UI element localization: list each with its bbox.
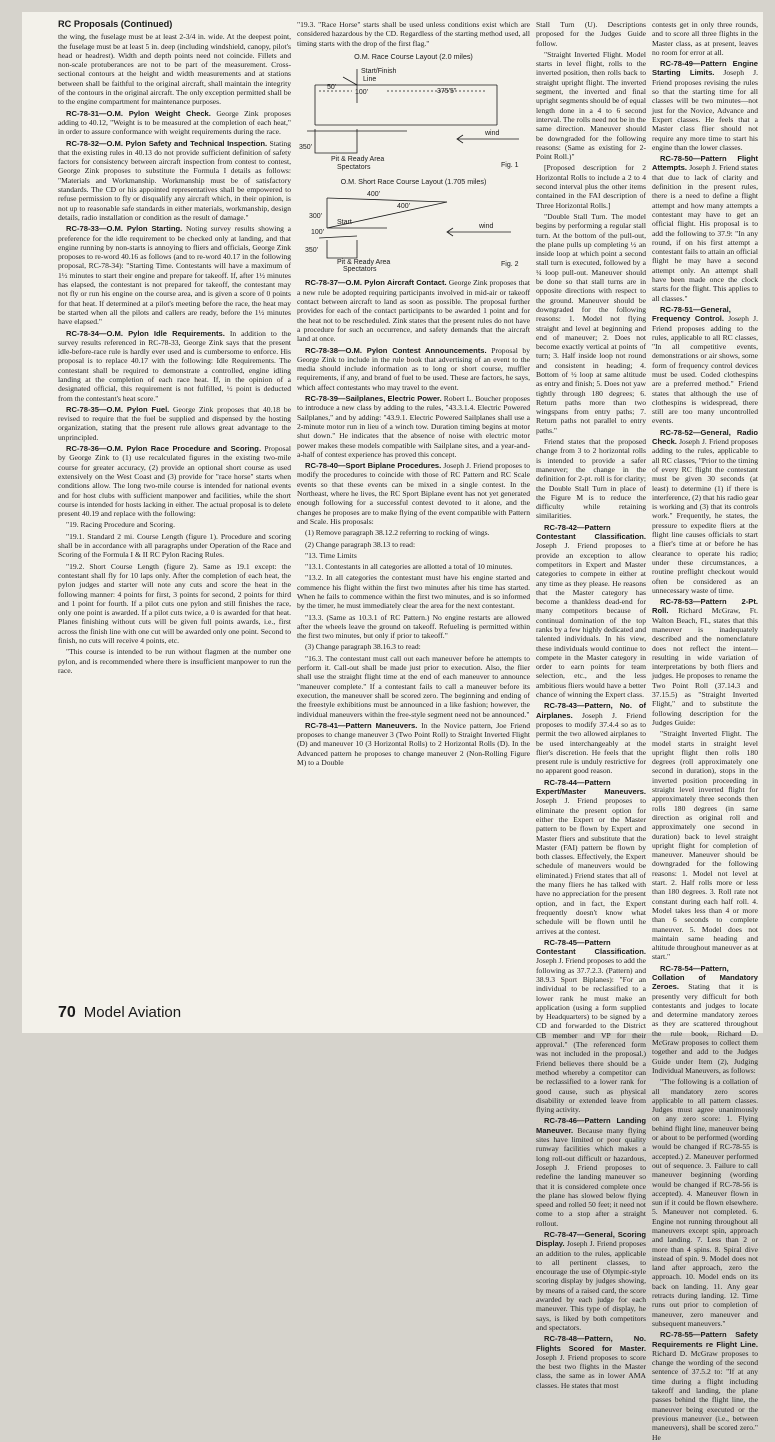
paragraph-text: (2) Change paragraph 38.13 to read: (305, 539, 416, 549)
paragraph-text: "19. Racing Procedure and Scoring. (66, 520, 175, 530)
paragraph (58, 329, 291, 403)
proposal-heading: RC-78-33—O.M. Pylon Starting. (66, 224, 183, 234)
paragraph (297, 613, 530, 641)
proposal-heading: RC-78-39—Sailplanes, Electric Power. (305, 394, 442, 404)
paragraph-text: Joseph J. Friend proposes to add the following as 37.7.2.3. (Pattern) and 38.9.3 Sport Biplanes): "For an individual to be reclassified to a lower rank he must make an application (using a form supplied by Headquarters) to be signed by a CD and forwarded to the District CB member and VP for their approval." (The referenced form was not included in the proposal.) Friend believes there should be a method whereby a competitor can be reclassified to a lower rank for good cause, such as physical disability or extended leave from flying activity. (536, 956, 646, 1115)
page-footer (58, 1004, 181, 1022)
fig2-dim-400a: 400' (367, 191, 381, 199)
proposal-heading: RC-78-55—Pattern Safety Requirements re Flight Line. (652, 1330, 758, 1349)
paragraph (652, 964, 758, 1076)
paragraph (652, 729, 758, 961)
paragraph (297, 278, 530, 343)
paragraph-text: Joseph J. Friend proposes adding to the rules, applicable to all RC classes, "Prior to the timing of every RC flight the contestant must be given 30 seconds (at least) to determine (1) if there is interference, (2) that his radio gear is working and (3) that its controls work." Frequently, he states, the pressure to expedite fliers at the flight line causes officials to start a flier's time at or before he has clearance to operate his radio; under these circumstances, a routine preflight checkout would often be considered as an unnecessary waste of time. (652, 437, 758, 595)
paragraph-text: (3) Change paragraph 38.16.3 to read: (305, 642, 421, 652)
fig2-dim-350: 350' (305, 247, 319, 255)
proposal-heading: RC-78-42—Pattern Contestant Classification. (536, 522, 646, 542)
proposal-heading: RC-78-54—Pattern, Collation of Mandatory Zeroes. (652, 963, 758, 992)
paragraph (58, 647, 291, 675)
proposal-heading: RC-78-47—General, Scoring Display. (536, 1230, 646, 1249)
fig2-dim-100: 100' (311, 229, 325, 237)
paragraph (652, 428, 758, 595)
paragraph (536, 1230, 646, 1332)
fig1-dim-3755: 375'5" (437, 88, 457, 96)
paragraph (297, 461, 530, 526)
proposal-heading: RC-78-36—O.M. Pylon Race Procedure and Scoring. (66, 444, 262, 454)
figure-1 (297, 52, 530, 171)
fig1-dim-100: 100' (355, 89, 369, 97)
paragraph-text: In addition to the survey results referenced in RC-78-33, George Zink says that the present idle-before-race rule is hardly ever used and is cumbersome to enforce. His proposal is to replace 40.17 with the following: Idle Requirements. The contestant shall be required to demonstrate a controlled, engine idling landing at the completion of each race heat. If, in the opinion of a designated official, this requirement is not fulfilled, ½ point is deducted from the contestant's heat score." (58, 328, 291, 403)
proposal-heading: RC-78-44—Pattern Expert/Master Maneuvers. (536, 777, 646, 797)
proposal-heading: RC-78-45—Pattern Contestant Classification. (536, 937, 646, 957)
paragraph-text: [Proposed description for 2 Horizontal Rolls to include a 2 to 4 second interval plus the other items contained in the FAI description of Three Horizontal Rolls.] (536, 163, 646, 210)
paragraph (58, 444, 291, 518)
fig1-dim-50: 50' (327, 84, 337, 92)
paragraph-text: Joseph J. Friend proposes to score the best two flights in the Master class, the same as in lower AMA classes. He states that most (536, 1352, 646, 1390)
proposal-heading: RC-78-49—Pattern Engine Starting Limits. (652, 59, 758, 78)
paragraph-text: (1) Remove paragraph 38.12.2 referring to rocking of wings. (305, 528, 490, 538)
proposal-heading: RC-78-53—Pattern 2-Pt. Roll. (652, 597, 758, 616)
paragraph-text: contests get in only three rounds, and to score all three flights in the Master class, as at present, leaves no room for error at all. (652, 20, 758, 57)
paragraph (297, 562, 530, 571)
paragraph (297, 573, 530, 610)
paragraph (536, 20, 646, 48)
paragraph (652, 1330, 758, 1442)
fig1-label: Fig. 1 (501, 162, 519, 170)
proposal-heading: RC-78-35—O.M. Pylon Fuel. (66, 404, 170, 414)
proposal-heading: RC-78-52—General, Radio Check. (652, 427, 758, 447)
paragraph (297, 642, 530, 651)
paragraph-text: Joseph J. Friend proposes an addition to the rules, applicable to all pertinent classes, to encourage the use of Olympic-style scoring display by judges showing, by means of a raised card, the score awarded by each judge for each maneuver. This type of display, he says, is liked by both competitors and spectators. (536, 1239, 646, 1332)
figure-2 (297, 177, 530, 272)
paragraph (652, 59, 758, 152)
paragraph-text: In the Novice pattern, Joe Friend proposes to change maneuver 3 (Two Point Roll) to Straight Inverted Flight (D) and maneuver 10 (3 Horizontal Rolls) to 2 Horizontal Rolls (D). In the Advanced pattern he proposes to change maneuver 2 (Non-Rolling Figure M) to a Double (297, 720, 530, 768)
paragraph (58, 520, 291, 529)
paragraph-text: Joseph J. Friend proposes revising the rules so that the starting time for all classes will be two minutes—not just for the Novice, Advance and Expert classes. He feels that a Master class flier should not require any more time to start his engine than the lower classes. (652, 68, 758, 152)
paragraph (536, 212, 646, 435)
column-2-bottom-text (297, 278, 530, 767)
paragraph (297, 654, 530, 719)
paragraph (58, 109, 291, 137)
paragraph (297, 394, 530, 459)
paragraph-text: Joseph J. Friend proposes to eliminate the present option for either the Expert or the Master pattern to be flown by Expert and Master fliers and substitute that the Master (FAI) pattern be flown by both classes. Effectively, the Expert schedule of maneuvers would be eliminated.) Friend states that all of the many fliers he has talked with have no appreciation for the present option, and in fact, the Expert frequently doesn't know what schedule will be flown until he arrives at the contest. (536, 796, 646, 936)
paragraph-text: Joseph J. Friend proposes to provide an exception to allow competitors in Expert and Master categories to compete in either at any time as they please. He reasons that the Master category has become a thankless dead-end for many competitors because of continual domination of the top ranks by a few highly dedicated and talented individuals. In his view, these individuals would continue to compete in the Master category in order to earn points for team selection, etc., and the less ambitious fliers would have a better chance of winning the Expert class. (536, 541, 646, 700)
paragraph-text: "19.1. Standard 2 mi. Course Length (figure 1). Procedure and scoring shall be in accordance with all paragraphs under Operation of the Race and Scoring of the Formula I & II RC Pylon Racing Rules. (58, 531, 291, 560)
paragraph (297, 721, 530, 767)
paragraph (58, 532, 291, 560)
paragraph (58, 139, 291, 223)
fig2-label: Fig. 2 (501, 261, 519, 269)
paragraph-text: Richard McGraw, Ft. Walton Beach, FL, states that this maneuver is inadequately described and the nomenclature does not reflect the intent—resulting in wide variation of interpretations by both fliers and judges. He proposes to rename the Two Point Roll (37.14.3 and 37.15.5) as "Straight Inverted Flight," and to substitute the following description for the Judges Guide: (652, 606, 758, 727)
fig1-start-label: Start/Finish (361, 68, 397, 76)
proposal-heading: RC-78-48—Pattern, No. Flights Scored for Master. (536, 1334, 646, 1353)
paragraph (536, 437, 646, 521)
proposal-heading: RC-78-38—O.M. Pylon Contest Announcements. (305, 345, 487, 355)
paragraph-text: Joseph J. Friend proposes adding to the rules, applicable to all RC classes, "In all competitive events, demonstrations or air shows, some form of frequency control devices must be used. Coded clothespins are a preferred method." Friend states that although the use of clothespins is widespread, there still are too many uncontrolled events. (652, 314, 758, 426)
fig2-pit: Pit & Ready Area (337, 259, 391, 267)
paragraph-text: Stall Turn (U). Descriptions proposed for the Judges Guide follow. (536, 20, 646, 48)
paragraph-text: Proposal by George Zink to include in the rule book that advertising of an event to the media should include information as to long or short course, muffler requirements, if any, and brand of fuel to be used. These are factors, he says, which affect contestants who may travel to the event. (297, 345, 530, 392)
paragraph (297, 551, 530, 560)
paragraph-text: Joseph J. Friend proposes to modify the procedures to coincide with those of RC Pattern and RC Scale events so that these events can be mixed in a single contest. In the Northeast, where he lives, the RC Sport Biplane event has not yet generated enough following for a successful contest devoted to it alone, and the changes he proposes are to make flying of the event compatible with Pattern and Scale. His proposals: (297, 461, 530, 526)
column-4-text (652, 20, 758, 1442)
paragraph-text: Because many flying sites have limited or poor quality runway facilities which makes a long roll-out difficult or hazardous, Joseph J. Friend proposes to redefine the landing maneuver so that it is considered complete once the plane has slowed below flying speed and rolled 50 feet; it need not come to a stop after a straight rollout. (536, 1125, 646, 1228)
proposal-heading: RC-78-46—Pattern Landing Maneuver. (536, 1116, 646, 1135)
column-2-top-text (297, 20, 530, 48)
magazine-page (22, 12, 763, 1442)
paragraph-text: "Straight Inverted Flight. Model starts in level flight, rolls to the inverted position, then rolls back to straight upright flight. The inverted segment, the inverted and final upright segments should be of equal length done in a 4 to 6 second interval. The rolls need not be in the same direction. Maneuver should be downgraded for the following reasons: (Same as existing for 2-Point Roll.)" (536, 49, 646, 162)
proposal-heading: RC-78-32—O.M. Pylon Safety and Technical Inspection. (66, 138, 268, 148)
proposal-heading: RC-78-41—Pattern Maneuvers. (305, 720, 418, 730)
fig1-line-label: Line (363, 76, 377, 84)
paragraph (652, 20, 758, 57)
paragraph (58, 562, 291, 646)
paragraph-text: "13. Time Limits (305, 550, 357, 560)
proposal-heading: RC-78-34—O.M. Pylon Idle Requirements. (66, 328, 225, 338)
magazine-name: Model Aviation (83, 1004, 182, 1021)
paragraph (536, 938, 646, 1115)
paragraph-text: "13.1. Contestants in all categories are allotted a total of 10 minutes. (305, 562, 513, 572)
paragraph-text: George Zink proposes adding to 40.12, "Weight is to be measured at the completion of each heat," in order to assure conformance with weight requirements during the race. (58, 108, 292, 137)
proposal-heading: RC-78-43—Pattern, No. of Airplanes. (536, 701, 646, 720)
paragraph-text: "13.3. (Same as 10.3.1 of RC Pattern.) No engine restarts are allowed after the wheels leave the ground on takeoff. Refueling is permitted within the first two minutes, but only if prior to takeoff." (297, 612, 530, 641)
paragraph-text: "This course is intended to be run without flagmen at the number one pylon, and is recommended where there is insufficient manpower to run the race. (58, 647, 291, 675)
paragraph (652, 305, 758, 426)
proposal-heading: RC-78-51—General, Frequency Control. (652, 304, 731, 324)
paragraph-text: George Zink proposes that 40.18 be revised to require that the fuel be supplied and dispensed by the hosting organization, stating that the present rule allows great advantage to the unprincipled. (58, 404, 291, 442)
paragraph (536, 1334, 646, 1390)
fig1-pit: Pit & Ready Area (331, 156, 385, 164)
paragraph-text: Joseph J. Friend states that due to lack of clarity and definition in the present rules, there is a need to define a flight attempt and how many attempts a contestant may have to get an official flight. His proposal is to add the following to 37.9: "In any round, if on his first attempt a contestant fails to attain an official flight he may have a second attempt only. An attempt shall have been made once the clock starts for the flight. This applies to all classes." (652, 163, 758, 303)
proposal-heading: RC-78-40—Sport Biplane Procedures. (305, 461, 442, 471)
paragraph-text: Richard D. McGraw proposes to change the wording of the second sentence of 37.5.2 to: "If at any time during a flight including takeoff and landing, the plane passes behind the flight line, the maneuver being executed or the previous maneuver (i.e., between maneuvers), shall be scored zero." He (652, 1348, 758, 1442)
paragraph-text: Robert L. Boucher proposes to introduce a new class by adding to the rules, "43.3.1.4. Electric Powered Sailplanes," and by adding: "43.9.1. Electric Powered Sailplanes shall use a 2-minute motor run in lieu of a winch tow. Duration timing begins at motor shut down." He indicates that the absence of noise with electric motor power makes these models compatible with Sailplane sites, and a year-and-a-half of contest experience has proved this concept. (297, 394, 531, 459)
paragraph (297, 540, 530, 549)
paragraph-text: "19.2. Short Course Length (figure 2). Same as 19.1 except: the contestant shall fly for 10 laps only. After the completion of each heat, the pylon judges and starter will note any cuts and score the heat in the following manner: 4 points for first, 3 points for second, 2 points for third and 1 point for fourth. If a pilot cuts one pylon and still finishes the race, only one point is awarded. If a pilot cuts twice, a 0 is awarded for that heat. Planes finishing without cuts will be given full points awards, i.e., first across the finish line with one cut will be awarded only one point. Second to finish, no cuts will receive 4 points, etc. (58, 561, 291, 645)
fig2-start: Start (337, 219, 352, 227)
paragraph (536, 523, 646, 700)
paragraph (652, 597, 758, 727)
paragraph (58, 32, 291, 106)
paragraph (58, 405, 291, 442)
figure-2-diagram (297, 188, 530, 272)
paragraph-text: Stating that it is presently very difficult for both contestants and judges to locate and determine mandatory zeroes as they are scattered throughout the rule book, Richard D. McGraw proposes to collect them together and add to the Judges Guide under Item (2), Judging Individual Maneuvers, as follows: (652, 982, 758, 1075)
fig2-dim-300: 300' (309, 213, 323, 221)
paragraph (652, 154, 758, 303)
fig2-wind: wind (479, 223, 494, 231)
paragraph (297, 528, 530, 537)
fig1-spectators: Spectators (337, 164, 371, 172)
fig1-wind: wind (485, 130, 500, 138)
paragraph (297, 20, 530, 48)
column-1-body (58, 32, 291, 675)
paragraph (58, 224, 291, 326)
paragraph (536, 1116, 646, 1228)
column-4-body (652, 20, 758, 1442)
paragraph-text: "Straight Inverted Flight. The model starts in straight level upright flight then rolls 180 degrees (roll approximately one second in duration), stops in the inverted position proceeding in straight level inverted flight for approximately three seconds then rolls 180 degrees (in same direction as original roll and approximately one second in duration) back to level straight upright flight for completion of maneuver. Maneuver should be downgraded for the following reasons: 1. Model not level at start. 2. Half rolls more or less than 180 degrees. 3. Roll rate not constant during each half roll. 4. Model takes less than 4 or more than 6 seconds to complete maneuver. 5. Model does not maintain same heading and altitude throughout maneuver as at start." (652, 729, 758, 962)
section-title: RC Proposals (Continued) (58, 19, 173, 29)
paragraph (536, 701, 646, 775)
column-3-text (536, 20, 646, 1390)
paragraph-text: "16.3. The contestant must call out each maneuver before he attempts to perform it. Call-out shall be made just prior to execution. Also, the flier shall use the straight flight time at the end of each maneuver to announce "maneuver complete." If a contestant fails to call a maneuver before its execution, the maneuver shall be scored zero. The beginning and ending of the freestyle exhibitions must be announced in a like fashion; however, the individual maneuvers within the free-style segment need not be announced." (297, 653, 530, 719)
column-1 (58, 20, 291, 1002)
paragraph (536, 50, 646, 162)
paragraph (536, 778, 646, 936)
paragraph (652, 1077, 758, 1328)
paragraph-text: Stating that the existing rules in 40.13 do not provide sufficient definition of safety factors for consistency between aircraft inspection from contest to contest, George Zink proposes to substitute the Formula I details as follows: "Materials and Workmanship. Workmanship must be of satisfactory standards. The CD or his appointed representatives shall be empowered to refuse permission to fly or disqualify any aircraft which, in their opinion, is not up to reasonable safe standards in either materials, workmanship, design details, radio installation or condition as the result of damage." (58, 138, 291, 222)
fig2-dim-400b: 400' (397, 203, 411, 211)
paragraph-text: Joseph J. Friend proposes to modify 37.4.4 so as to permit the two allowed airplanes to be used interchangeably at the flier's discretion. He feels that the present rule is unduly restrictive for no apparent good reason. (536, 710, 646, 776)
column-2 (297, 20, 530, 1002)
paragraph-text: George Zink proposes that a new rule be adopted requiring participants involved in mid-air or takeoff contact between aircraft to land as soon as possible. The proposal further provides for each of the contact participants to be awarded 1 point and for the heat not to be rescheduled. Zink states that the present rules do not have a procedure for such an occurrence, and safety demands that the aircraft land at once. (297, 278, 530, 344)
paragraph-text: "The following is a collation of all mandatory zero scores applicable to all pattern classes. Judges must agree unanimously on any zero score: 1. Flying behind flight line, maneuver being or about to be performed (wording would be changed if RC-78-55 is accepted.) 2. Maneuver performed out of sequence. 3. Failure to call maneuver beginning (wording would be changed if RC-78-56 is accepted). 4. Maneuver flown in sun if it could be flown elsewhere. 5. Maneuver not completed. 6. Engine not running throughout all maneuvers except spin, approach and landing. 7. Less than 2 or more than 4 spins. 8. Spiral dive instead of spin. 9. Model does not land after approach, zero the approach. 10. Model ends on its back on landing. 11. Any gear retracts during landing. 12. Time runs out prior to completion of maneuver, zero maneuver and subsequent maneuvers." (652, 1077, 758, 1328)
paragraph-text: "13.2. In all categories the contestant must have his engine started and commence his flight within the first two minutes after his time has started. When he fails to commence within the first two minutes, and is so informed by the timer, he must immediately clear the area for the next contestant. (297, 573, 530, 611)
column-3-body (536, 20, 646, 1390)
paragraph-text: Friend states that the proposed change from 3 to 2 horizontal rolls is intended to provide a safer maneuver; the change in the definition for 2-pt. roll is for clarity; the Double Stall Turn in place of the Figure M is to reduce the difficulty while retaining similarities. (536, 437, 646, 521)
page-number: 70 (58, 1004, 76, 1021)
figure-2-title: O.M. Short Race Course Layout (1.705 miles) (340, 177, 487, 187)
paragraph-text: Noting survey results showing a preference for the idle requirement to be checked only at landing, and that engine running by non-starts is annoying to fliers and officials, George Zink proposes to re-word 40.16 as follows (and to re-word 40.17 in the following proposal, RC-78-34): "Starting Time. Contestants will have a maximum of 1½ minutes to start their engine and prepare for takeoff. If, after 1½ minutes has elapsed, the contestant is not prepared for takeoff, the contestant may not fly or run his engine on the course area, and is given a score of 0 points for that heat. If determined at a pilot's meeting before the race, the heat may be started when all the pilots and callers are ready, before the 1½ minutes have elapsed." (58, 224, 291, 327)
paragraph (536, 163, 646, 209)
proposal-heading: RC-78-50—Pattern Flight Attempts. (652, 154, 758, 173)
paragraph-text: "Double Stall Turn. The model begins by performing a regular stall turn. At the bottom of the pull-out, the plane pulls up completing ½ an inside loop at which point a second stall turn is executed, followed by a ¼ loop pull-out. Maneuver should be done so that stall turns are in opposite directions with respect to the ground. Maneuver should be downgraded for the following reasons: 1. Model not flying straight and level at beginning and end of maneuver; 2. Does not become exactly vertical at points of turn; 3. Half inside loop not round and consistent in heading; 4. Bottom of ½ loop at same altitude as entry and finish; 5. Does not yaw tightly through 180 degrees; 6. Return paths more than two wingspans from entry paths; 7. Return paths not parallel to entry paths." (536, 211, 646, 435)
fig1-dim-350: 350' (299, 144, 313, 152)
figure-1-title: O.M. Race Course Layout (2.0 miles) (354, 51, 473, 61)
paragraph-text: Proposal by George Zink to (1) use recalculated figures in the existing two-mile course for greater accuracy, (2) provide an optional short course as used extensively on the West Coast and (3) provide for "race horse" starts when conditions allow. The long two-mile course is intended for national events and for host clubs with sufficient manpower and facilities, while the short course is intended for hosts lacking in either. The actual proposal is to delete present 40.19 and replace with the following: (58, 444, 291, 519)
figure-1-diagram (297, 63, 530, 171)
proposal-heading: RC-78-37—O.M. Pylon Aircraft Contact. (305, 278, 447, 288)
paragraph (297, 346, 530, 392)
paragraph-text: "19.3. "Race Horse" starts shall be used unless conditions exist which are considered hazardous by the CD. Regardless of the starting method used, all timing starts with the drop of the first flag." (297, 20, 530, 48)
fig2-spectators: Spectators (343, 266, 377, 274)
proposal-heading: RC-78-31—O.M. Pylon Weight Check. (66, 108, 211, 118)
paragraph-text: the wing, the fuselage must be at least 2-3/4 in. wide. At the deepest point, the fuselage must be at least 5 in. deep (including windshield, canopy, pilot's head or headrest). Width and depth points need not coincide. Fillets and non-scale protuberances are not to be part of the measurement. Cross-sectional contours at the height and width measurements and at stations between shall be faithful to the original aircraft, shall maintain the integrity of the contours in the original aircraft. The only exception permitted shall be to the engine compartment for maintenance purposes. (58, 32, 291, 107)
